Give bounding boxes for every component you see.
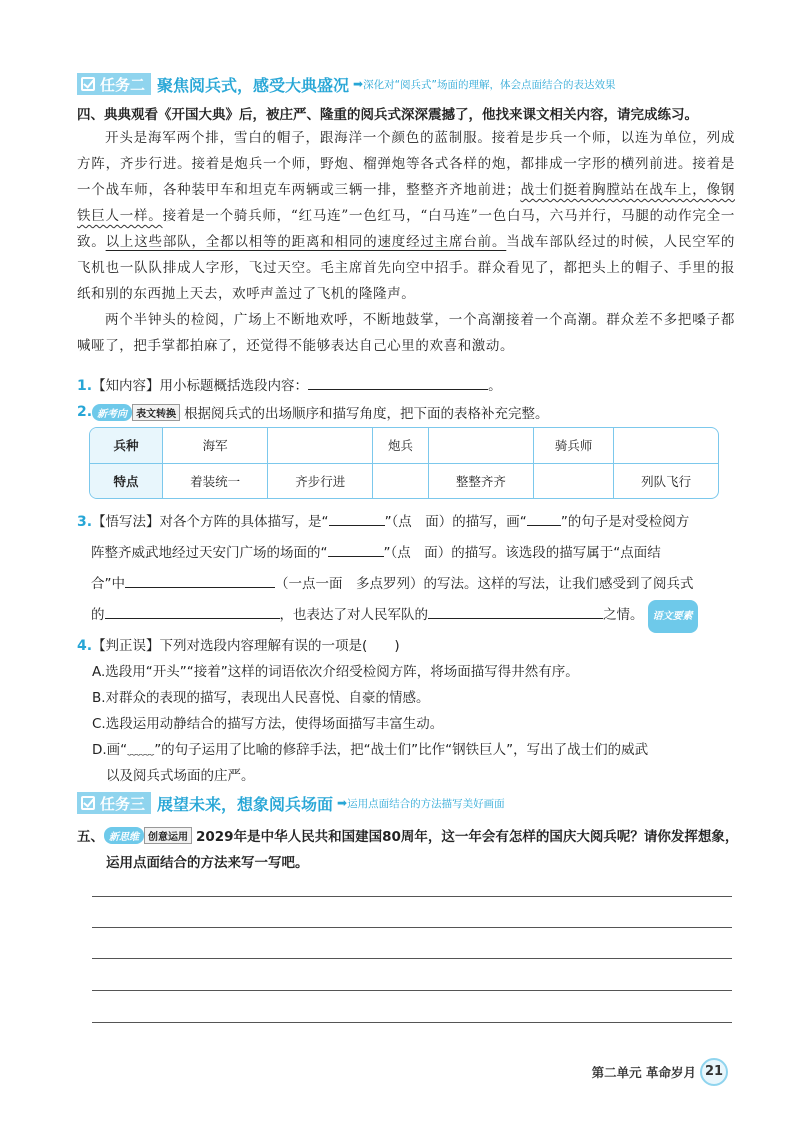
table-cell-blank[interactable] [428, 428, 533, 463]
question-5-line-2: 运用点面结合的方法来写一写吧。 [106, 855, 309, 871]
unit-label: 第二单元 革命岁月 [591, 1065, 696, 1080]
task2-title: 聚焦阅兵式，感受大典盛况 [157, 75, 350, 95]
option-a[interactable]: A.选段用“开头”“接着”这样的词语依次介绍受检阅方阵，将场面描写得井然有序。 [92, 664, 579, 680]
question-1-number: 1. [77, 378, 93, 394]
question-3-text: （一点一面 多点罗列）的写法。这样的写法，让我们感受到了阅兵式 [275, 576, 694, 592]
writing-line[interactable] [92, 990, 732, 991]
option-c[interactable]: C.选段运用动静结合的描写方法，使得场面描写丰富生动。 [92, 716, 444, 732]
question-2-number: 2. [77, 404, 93, 420]
question-5 [77, 825, 738, 845]
question-4-text: 【判正误】下列对选段内容理解有误的一项是( ) [92, 638, 400, 654]
task3-subtitle: 运用点面结合的方法描写美好画面 [347, 797, 505, 810]
option-d-continued: 以及阅兵式场面的庄严。 [106, 768, 255, 784]
passage-text-c: 当战车部队经过的时候，人民空军的飞机也一队队排成人字形，飞过天空。毛主席首先向空中招手。群众看见了，都把头上的帽子、手里的报纸和别的东西抛上天去，欢呼声盖过了飞机的隆隆声。 [77, 234, 735, 302]
passage-text-a: 开头是海军两个排，雪白的帽子，跟海洋一个颜色的蓝制服。接着是步兵一个师，以连为单位，列成方阵，齐步行进。接着是炮兵一个师，野炮、榴弹炮等各式各样的炮，都排成一字形的横列前进。接着是一个战车师，各种装甲车和坦克车两辆或三辆一排，整整齐齐地前进； [77, 130, 735, 198]
option-d-text: D.画“ [92, 742, 128, 758]
question-3-blank-2[interactable] [527, 511, 561, 526]
question-4-number: 4. [77, 638, 93, 654]
page-footer [592, 1058, 728, 1086]
table-row [90, 463, 718, 498]
question-2 [77, 402, 549, 422]
question-3-number: 3. [77, 514, 93, 530]
question-1 [77, 374, 502, 394]
task3-badge-label: 任务三 [100, 794, 146, 813]
passage-text-b: 接着是一个骑兵师，“红马连”一色红马，“白马连”一色白马，六马并行，马腿的动作完全一致。 [77, 208, 735, 250]
table-cell: 齐步行进 [268, 463, 373, 498]
question-3-text: 阵整齐威武地经过天安门广场的场面的“ [91, 545, 328, 561]
table-cell-blank[interactable] [614, 428, 718, 463]
language-element-tag: 语文要素 [648, 600, 698, 633]
task3-badge [77, 792, 151, 814]
arrow-right-icon: ➡ [337, 796, 348, 810]
table-cell-blank[interactable] [533, 463, 613, 498]
question-3-blank-6[interactable] [428, 604, 603, 619]
question-3-blank-1[interactable] [329, 511, 385, 526]
table-cell-blank[interactable] [268, 428, 373, 463]
creative-use-tag: 创意运用 [144, 827, 192, 844]
question-1-answer-blank[interactable] [308, 375, 488, 390]
writing-line[interactable] [92, 958, 732, 959]
table-cell: 列队飞行 [614, 463, 718, 498]
task2-header [77, 73, 615, 95]
passage-paragraph-2: 两个半钟头的检阅，广场上不断地欢呼，不断地鼓掌，一个高潮接着一个高潮。群众差不多把嗓子都喊哑了，把手掌都拍麻了，还觉得不能够表达自己心里的欢喜和激动。 [77, 312, 735, 354]
writing-line[interactable] [92, 927, 732, 928]
writing-line[interactable] [92, 896, 732, 897]
checkbox-icon [81, 796, 95, 810]
question-3-text: 合”中 [91, 576, 125, 592]
question-4 [77, 634, 400, 654]
page-number: 21 [700, 1058, 728, 1086]
question-5-line-1: 2029年是中华人民共和国建国80周年，这一年会有怎样的国庆大阅兵呢？请你发挥想象， [196, 829, 739, 845]
transform-tag: 表文转换 [132, 404, 180, 421]
table-cell: 骑兵师 [533, 428, 613, 463]
question-3-blank-3[interactable] [328, 542, 384, 557]
question-4-heading: 四、典典观看《开国大典》后，被庄严、隆重的阅兵式深深震撼了，他找来课文相关内容，请完成练习。 [77, 107, 698, 123]
question-3-text: 之情。 [603, 607, 644, 623]
option-b[interactable]: B.对群众的表现的描写，表现出人民喜悦、自豪的情感。 [92, 690, 430, 706]
question-1-text: 【知内容】用小标题概括选段内容： [92, 378, 309, 394]
checkbox-icon [81, 77, 95, 91]
new-direction-tag: 新考向 [92, 404, 132, 421]
question-3-text: ”（点 面）的描写，画“ [384, 514, 527, 530]
fill-in-table [89, 427, 719, 499]
task3-title: 展望未来，想象阅兵场面 [157, 794, 334, 814]
question-3-text: ”（点 面）的描写。该选段的描写属于“点面结 [383, 545, 661, 561]
question-3-blank-4[interactable] [125, 573, 275, 588]
passage-wavy-sentence: 战士们挺着胸膛站在战车上，像钢铁巨人一样。 [77, 182, 735, 224]
question-3-blank-5[interactable] [105, 604, 280, 619]
task2-badge-label: 任务二 [100, 75, 146, 94]
table-cell-blank[interactable] [373, 463, 429, 498]
table-cell: 兵种 [90, 428, 163, 463]
table-row [90, 428, 718, 463]
option-d[interactable] [92, 738, 648, 758]
passage-paragraph-1 [77, 125, 735, 307]
question-3-text: ”的句子是对受检阅方 [560, 514, 690, 530]
writing-line[interactable] [92, 1022, 732, 1023]
table-cell: 海军 [163, 428, 268, 463]
arrow-right-icon: ➡ [353, 77, 364, 91]
question-3-text: 【悟写法】对各个方阵的具体描写，是“ [92, 514, 329, 530]
table-cell: 炮兵 [373, 428, 429, 463]
task2-subtitle: 深化对“阅兵式”场面的理解，体会点面结合的表达效果 [363, 78, 616, 91]
wavy-line-mark: ﹏﹏ [127, 742, 155, 758]
table-cell: 特点 [90, 463, 163, 498]
table-cell: 着装统一 [163, 463, 268, 498]
question-3 [77, 507, 737, 633]
question-3-text: 的 [91, 607, 105, 623]
task3-header [77, 792, 505, 814]
option-d-text: ”的句子运用了比喻的修辞手法，把“战士们”比作“钢铁巨人”，写出了战士们的威武 [154, 742, 649, 758]
new-thinking-tag: 新思维 [104, 827, 144, 844]
task2-badge [77, 73, 151, 95]
question-2-text: 根据阅兵式的出场顺序和描写角度，把下面的表格补充完整。 [184, 406, 549, 422]
question-1-end: 。 [488, 378, 502, 394]
question-5-number: 五、 [77, 829, 104, 845]
passage-underlined-sentence: 以上这些部队，全都以相等的距离和相同的速度经过主席台前。 [105, 234, 507, 250]
table-cell: 整整齐齐 [428, 463, 533, 498]
question-3-text: ，也表达了对人民军队的 [279, 607, 428, 623]
